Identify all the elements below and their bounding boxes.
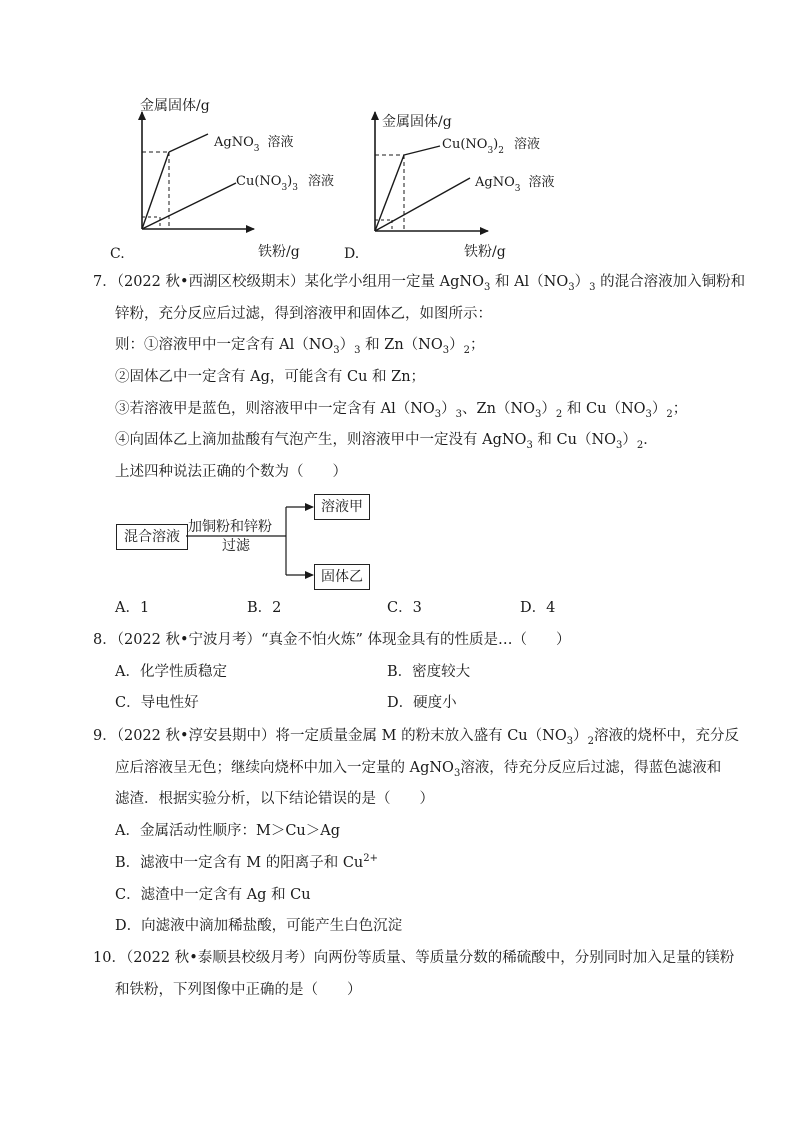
- cuno3-line-flat: [404, 146, 440, 155]
- upper-curve-label: $Cu(NO_3)_2$ 溶液: [442, 137, 540, 156]
- lower-curve-label: AgNO$_3$ 溶液: [475, 175, 555, 194]
- q8-option-b: B．密度较大: [387, 664, 471, 680]
- q8-stem: 8．（2022 秋•宁波月考）“真金不怕火炼” 体现金具有的性质是…（ ）: [93, 632, 571, 648]
- flow-out2-box: 固体乙: [314, 564, 370, 590]
- q9-option-c: C．滤渣中一定含有 Ag 和 Cu: [115, 887, 311, 903]
- graph-d: [342, 106, 592, 265]
- q9-option-d: D．向滤液中滴加稀盐酸，可能产生白色沉淀: [115, 918, 403, 934]
- q7-statement-1: 则：①溶液甲中一定含有 $Al(NO_3)_3$ 和 $Zn(NO_3)_2$；: [115, 337, 485, 356]
- q7-option-c: C．3: [387, 600, 422, 616]
- q9-option-a: A．金属活动性顺序：M＞Cu＞Ag: [115, 823, 341, 839]
- q10-stem-line1: 10．（2022 秋•泰顺县校级月考）向两份等质量、等质量分数的稀硫酸中，分别同时加入足量的镁粉: [93, 950, 735, 966]
- option-label: D.: [344, 246, 360, 262]
- q8-option-c: C．导电性好: [115, 695, 199, 711]
- flow-out1-box: 溶液甲: [314, 494, 370, 520]
- q7-statement-4: ④向固体乙上滴加盐酸有气泡产生，则溶液甲中一定没有 AgNO$_3$ 和 $Cu(NO_3)_2$．: [115, 432, 658, 451]
- option-label: C.: [110, 246, 125, 262]
- q7-stem-line1: 7．（2022 秋•西湖区校级期末）某化学小组用一定量 AgNO$_3$ 和 $Al(NO_3)_3$ 的混合溶液加入铜粉和: [93, 274, 746, 293]
- flow-connector: [186, 495, 316, 590]
- q9-stem-line3: 滤渣．根据实验分析，以下结论错误的是（ ）: [115, 791, 434, 807]
- q7-option-b: B．2: [247, 600, 282, 616]
- upper-curve-label: AgNO$_3$ 溶液: [214, 135, 294, 154]
- q7-option-a: A．1: [115, 600, 150, 616]
- agno3-line-flat: [169, 134, 208, 152]
- q7-statement-2: ②固体乙中一定含有 Ag，可能含有 Cu 和 Zn；: [115, 369, 426, 385]
- q9-stem-line2: 应后溶液呈无色；继续向烧杯中加入一定量的 AgNO$_3$溶液，待充分反应后过滤，得蓝色滤液和: [115, 760, 722, 779]
- q9-option-b: B．滤液中一定含有 M 的阳离子和 $Cu^{2+}$: [115, 853, 379, 871]
- q7-option-d: D．4: [520, 600, 556, 616]
- q7-statement-3: ③若溶液甲是蓝色，则溶液甲中一定含有 $Al(NO_3)_3$、$Zn(NO_3)_2$ 和 $Cu(NO_3)_2$；: [115, 401, 688, 420]
- flow-start-box: 混合溶液: [116, 524, 188, 550]
- lower-curve-label: $Cu(NO_3)_3$ 溶液: [236, 174, 334, 193]
- q10-stem-line2: 和铁粉，下列图像中正确的是（ ）: [115, 982, 362, 998]
- flow-step-bottom: 过滤: [222, 538, 250, 554]
- q8-option-d: D．硬度小: [387, 695, 457, 711]
- agno3-line: [375, 178, 470, 231]
- graph-c: [108, 90, 358, 265]
- q8-option-a: A．化学性质稳定: [115, 664, 227, 680]
- q9-stem-line1: 9．（2022 秋•淳安县期中）将一定质量金属 M 的粉末放入盛有 $Cu(NO_3)_2$溶液的烧杯中，充分反: [93, 728, 739, 747]
- q7-question: 上述四种说法正确的个数为（ ）: [115, 464, 347, 480]
- q7-stem-line2: 锌粉，充分反应后过滤，得到溶液甲和固体乙，如图所示：: [115, 306, 492, 322]
- y-axis-label: 金属固体/g: [140, 98, 210, 114]
- y-axis-label: 金属固体/g: [382, 114, 452, 130]
- flow-step-top: 加铜粉和锌粉: [188, 519, 272, 535]
- x-axis-label: 铁粉/g: [464, 244, 506, 260]
- x-axis-label: 铁粉/g: [258, 244, 300, 260]
